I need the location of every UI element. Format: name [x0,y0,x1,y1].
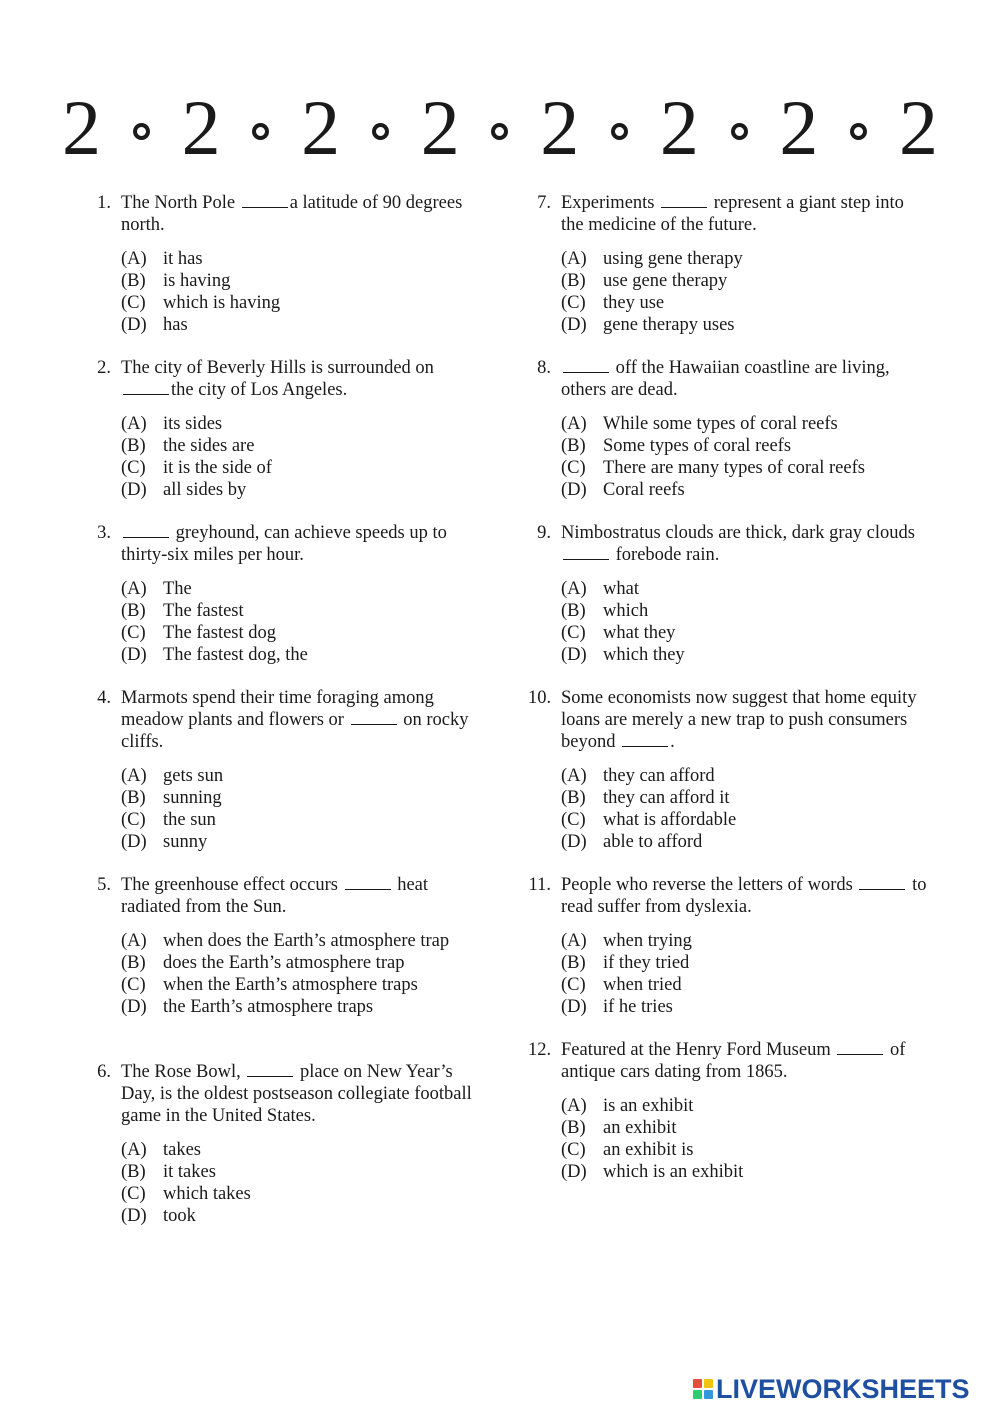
option-letter: (C) [561,810,586,830]
answer-blank [661,193,707,208]
header-digit: 2 [659,84,699,171]
question-number: 7. [537,193,551,213]
question-stem: The Rose Bowl, place on New Year’s Day, is the oldest postseason collegiate football game in the United States. [121,1062,472,1126]
question [528,522,928,666]
question-number: 11. [528,875,551,895]
answer-option [121,413,488,435]
logo-square [704,1390,713,1399]
answer-options [561,413,928,501]
answer-option [121,952,488,974]
answer-option [121,831,488,853]
question [528,874,928,1018]
option-letter: (B) [561,1118,586,1138]
answer-options [121,930,488,1018]
option-letter: (B) [121,436,146,456]
option-text: the sun [163,810,216,830]
answer-options [121,413,488,501]
answer-options [561,578,928,666]
option-letter: (D) [561,997,587,1017]
answer-option [561,1095,928,1117]
answer-option [121,996,488,1018]
option-text: which is an exhibit [603,1162,744,1182]
answer-option [561,413,928,435]
question-stem: off the Hawaiian coastline are living, others are dead. [561,358,890,400]
option-text: Coral reefs [603,480,685,500]
option-letter: (A) [121,766,147,786]
option-text: it takes [163,1162,216,1182]
option-text: takes [163,1140,202,1160]
answer-option [561,930,928,952]
answer-option [561,1161,928,1183]
answer-option [121,974,488,996]
answer-options [561,765,928,853]
option-text: if he tries [603,997,673,1017]
answer-option [561,600,928,622]
option-letter: (B) [121,271,146,291]
answer-blank [563,545,609,560]
option-letter: (A) [561,766,587,786]
header-digit: 2 [420,84,460,171]
answer-blank [242,193,288,208]
question [88,1061,488,1227]
answer-options [561,248,928,336]
option-letter: (A) [121,414,147,434]
option-letter: (D) [121,832,147,852]
option-letter: (D) [121,645,147,665]
option-letter: (C) [561,1140,586,1160]
question [88,522,488,666]
answer-option [561,1139,928,1161]
answer-option [561,292,928,314]
answer-option [121,809,488,831]
header-digit: 2 [62,84,101,171]
option-letter: (A) [561,414,587,434]
option-letter: (B) [561,601,586,621]
answer-option [561,765,928,787]
option-text: when trying [603,931,692,951]
option-text: they can afford [603,766,715,786]
question-number: 5. [97,875,111,895]
option-text: The fastest dog, the [163,645,308,665]
answer-option [121,787,488,809]
answer-option [121,600,488,622]
option-letter: (C) [121,975,146,995]
answer-option [561,270,928,292]
option-letter: (B) [561,788,586,808]
option-text: The [163,579,192,599]
option-text: they use [603,293,665,313]
option-text: the sides are [163,436,255,456]
option-text: gets sun [163,766,224,786]
logo-text: LIVEWORKSHEETS [716,1373,970,1404]
option-text: using gene therapy [603,249,743,269]
option-text: There are many types of coral reefs [603,458,865,478]
question-number: 6. [97,1062,111,1082]
question-number: 9. [537,523,551,543]
answer-blank [351,710,397,725]
question-number: 1. [97,193,111,213]
answer-blank [123,380,169,395]
header-digit: 2 [181,84,221,171]
option-text: sunning [163,788,222,808]
option-letter: (B) [121,953,146,973]
question-number: 4. [97,688,111,708]
answer-options [121,1139,488,1227]
answer-option [561,974,928,996]
option-letter: (D) [121,1206,147,1226]
answer-option [121,644,488,666]
option-text: what [603,579,639,599]
option-text: While some types of coral reefs [603,414,838,434]
question [528,192,928,336]
option-letter: (B) [121,1162,146,1182]
option-letter: (D) [561,832,587,852]
option-text: when tried [603,975,682,995]
answer-blank [837,1040,883,1055]
answer-option [561,622,928,644]
ring-icon [491,123,508,140]
option-text: The fastest dog [163,623,277,643]
answer-option [121,1183,488,1205]
option-text: if they tried [603,953,690,973]
option-letter: (A) [561,931,587,951]
option-letter: (C) [121,623,146,643]
option-text: Some types of coral reefs [603,436,792,456]
answer-options [121,765,488,853]
option-letter: (B) [121,601,146,621]
answer-blank [345,875,391,890]
answer-option [561,457,928,479]
answer-blank [859,875,905,890]
answer-option [121,314,488,336]
logo-grid-icon [693,1379,713,1399]
answer-option [561,1117,928,1139]
answer-blank [563,358,609,373]
option-letter: (B) [561,271,586,291]
option-text: The fastest [163,601,244,621]
question-stem: The North Pole a latitude of 90 degrees north. [121,193,463,235]
option-letter: (C) [561,293,586,313]
answer-option [121,1161,488,1183]
option-text: its sides [163,414,223,434]
question [528,687,928,853]
logo-square [693,1379,702,1388]
ring-icon [252,123,269,140]
question-number: 12. [528,1040,552,1060]
question [88,357,488,501]
question-stem: Experiments represent a giant step into the medicine of the future. [561,193,904,235]
answer-blank [123,523,169,538]
option-text: use gene therapy [603,271,728,291]
decorative-header [62,84,938,171]
answer-option [121,270,488,292]
question-stem: Marmots spend their time foraging among meadow plants and flowers or on rocky cliffs. [121,688,469,752]
option-text: what is affordable [603,810,737,830]
answer-option [121,765,488,787]
logo-square [693,1390,702,1399]
ring-icon [850,123,867,140]
option-text: it is the side of [163,458,272,478]
option-text: is an exhibit [603,1096,694,1116]
answer-option [121,457,488,479]
option-letter: (C) [121,1184,146,1204]
header-digit: 2 [301,84,341,171]
option-text: what they [603,623,676,643]
option-text: they can afford it [603,788,730,808]
question-number: 3. [97,523,111,543]
option-text: took [163,1206,196,1226]
option-letter: (C) [121,293,146,313]
answer-options [561,930,928,1018]
answer-option [561,479,928,501]
question-number: 10. [528,688,552,708]
option-letter: (C) [561,623,586,643]
answer-option [561,314,928,336]
option-letter: (D) [121,480,147,500]
option-letter: (C) [121,458,146,478]
option-letter: (D) [561,315,587,335]
liveworksheets-logo [693,1374,970,1404]
option-text: the Earth’s atmosphere traps [163,997,374,1017]
option-letter: (B) [561,953,586,973]
option-text: which they [603,645,685,665]
option-letter: (A) [121,249,147,269]
answer-option [561,831,928,853]
option-text: does the Earth’s atmosphere trap [163,953,405,973]
answer-options [121,578,488,666]
question-stem: greyhound, can achieve speeds up to thirty-six miles per hour. [121,523,447,565]
ring-icon [611,123,628,140]
option-text: which [603,601,649,621]
option-letter: (D) [561,480,587,500]
question-stem: Nimbostratus clouds are thick, dark gray clouds forebode rain. [561,523,915,565]
question [88,874,488,1018]
question [88,687,488,853]
option-text: an exhibit [603,1118,677,1138]
question-number: 2. [97,358,111,378]
option-letter: (C) [561,975,586,995]
answer-option [121,435,488,457]
answer-option [561,644,928,666]
option-text: gene therapy uses [603,315,735,335]
question [88,192,488,336]
option-letter: (C) [561,458,586,478]
answer-option [561,578,928,600]
answer-option [561,248,928,270]
option-letter: (D) [561,645,587,665]
option-letter: (C) [121,810,146,830]
option-letter: (A) [561,1096,587,1116]
answer-option [561,996,928,1018]
ring-icon [372,123,389,140]
answer-option [561,787,928,809]
option-letter: (A) [561,579,587,599]
answer-option [121,292,488,314]
header-digit: 2 [779,84,819,171]
answer-option [121,479,488,501]
answer-option [121,1205,488,1227]
answer-option [561,435,928,457]
option-letter: (A) [121,579,147,599]
option-letter: (B) [121,788,146,808]
option-text: able to afford [603,832,703,852]
question-stem: The city of Beverly Hills is surrounded on the city of Los Angeles. [121,358,434,400]
answer-blank [622,732,668,747]
answer-options [121,248,488,336]
option-letter: (D) [561,1162,587,1182]
option-letter: (A) [121,1140,147,1160]
option-text: sunny [163,832,208,852]
question-stem: Featured at the Henry Ford Museum of antique cars dating from 1865. [561,1040,906,1082]
header-digit: 2 [898,84,938,171]
answer-option [121,1139,488,1161]
answer-option [121,248,488,270]
option-text: is having [163,271,231,291]
option-letter: (A) [561,249,587,269]
option-text: has [163,315,188,335]
option-text: which takes [163,1184,251,1204]
ring-icon [133,123,150,140]
option-letter: (A) [121,931,147,951]
ring-icon [731,123,748,140]
logo-square [704,1379,713,1388]
option-letter: (D) [121,315,147,335]
answer-option [121,930,488,952]
option-text: which is having [163,293,281,313]
option-letter: (D) [121,997,147,1017]
question-stem: The greenhouse effect occurs heat radiated from the Sun. [121,875,428,917]
option-letter: (B) [561,436,586,456]
answer-option [121,622,488,644]
question-number: 8. [537,358,551,378]
question [528,357,928,501]
question-stem: Some economists now suggest that home equity loans are merely a new trap to push consumers beyond . [561,688,917,752]
answer-option [561,809,928,831]
header-digit: 2 [540,84,580,171]
question [528,1039,928,1183]
answer-option [561,952,928,974]
option-text: when the Earth’s atmosphere traps [163,975,418,995]
option-text: it has [163,249,203,269]
option-text: when does the Earth’s atmosphere trap [163,931,450,951]
answer-blank [247,1062,293,1077]
question-stem: People who reverse the letters of words to read suffer from dyslexia. [561,875,927,917]
option-text: an exhibit is [603,1140,694,1160]
answer-options [561,1095,928,1183]
option-text: all sides by [163,480,247,500]
answer-option [121,578,488,600]
